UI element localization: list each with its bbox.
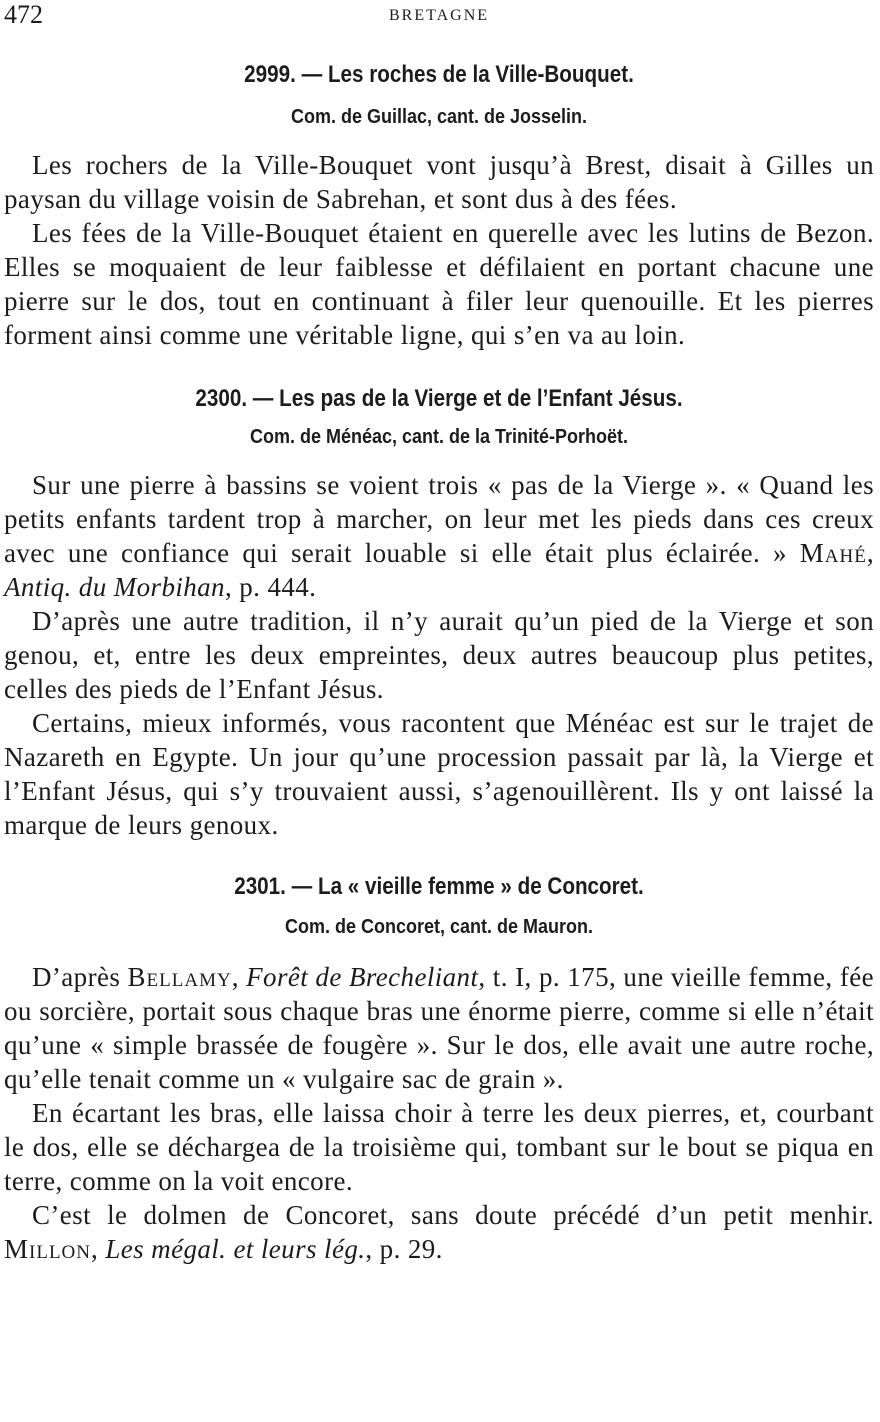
citation-page: , p. 29. [365,1234,443,1264]
running-head [4,0,874,30]
entry-location: Com. de Concoret, cant. de Mauron. [284,916,594,938]
citation-author: Millon [4,1234,91,1264]
entry-2301 [4,872,874,1266]
citation-author: Bellamy [127,962,232,992]
paragraph-text: Sur une pierre à bassins se voient trois « pas de la Vierge ». « Quand les petits enfants tardent trop à marcher, on leur met les pieds dans ces creux avec une confiance qui serait louable si elle était plus éclairée. » [4,470,874,568]
paragraph: Les rochers de la Ville-Bouquet vont jusqu’à Brest, disait à Gilles un paysan du village voisin de Sabrehan, et sont dus à des fées. [4,150,874,214]
paragraph: Les fées de la Ville-Bouquet étaient en querelle avec les lutins de Bezon. Elles se moquaient de leur faiblesse et défilaient en portant chacune une pierre sur le dos, tout en continuant à filer leur quenouille. Et les pierres forment ainsi comme une véritable ligne, qui s’en va au loin. [4,218,874,350]
entry-body [4,148,874,352]
entry-body [4,960,874,1266]
paragraph [4,960,874,1096]
paragraph: Certains, mieux informés, vous racontent que Ménéac est sur le trajet de Nazareth en Egypte. Un jour qu’une procession passait par là, la Vierge et l’Enfant Jésus, qui s’y trouvaient aussi, s’agenouillèrent. Ils y ont laissé la marque de leurs genoux. [4,708,874,840]
citation-separator: , [231,962,247,992]
citation-author: Mahé [799,538,867,568]
entry-2300 [4,384,874,842]
entry-2999 [4,60,874,352]
entry-location: Com. de Ménéac, cant. de la Trinité-Porhoët. [249,426,629,448]
entry-title: 2301. — La « vieille femme » de Concoret. [234,873,644,900]
running-title: BRETAGNE [388,7,490,24]
paragraph: D’après une autre tradition, il n’y aurait qu’un pied de la Vierge et son genou, et, entre les deux empreintes, deux autres beaucoup plus petites, celles des pieds de l’Enfant Jésus. [4,606,874,704]
paragraph [4,468,874,604]
citation-work: Antiq. du Morbihan [4,572,225,602]
citation-work: Les mégal. et leurs lég. [105,1234,366,1264]
paragraph: En écartant les bras, elle laissa choir à terre les deux pierres, et, courbant le dos, elle se déchargea de la troisième qui, tombant sur le bout se piqua en terre, comme on la voit encore. [4,1098,874,1196]
paragraph-text: , t. I, p. 175, une vieille femme, fée ou sorcière, portait sous chaque bras une énorme pierre, comme si elle n’était qu’une « simple brassée de fougère ». Sur le dos, elle avait une autre roche, qu’elle tenait comme un « vulgaire sac de grain ». [4,962,874,1094]
page-number: 472 [4,0,43,29]
entry-body [4,468,874,842]
entry-title: 2300. — Les pas de la Vierge et de l’Enfant Jésus. [195,385,683,412]
citation-separator: , [866,538,874,568]
paragraph-text: D’après [32,962,128,992]
entry-location: Com. de Guillac, cant. de Josselin. [290,106,588,128]
entry-title: 2999. — Les roches de la Ville-Bouquet. [244,61,634,88]
citation-separator: , [91,1234,106,1264]
citation-work: Forêt de Brecheliant [246,962,479,992]
paragraph [4,1198,874,1266]
paragraph-text: C’est le dolmen de Concoret, sans doute précédé d’un petit menhir. [32,1200,874,1230]
citation-page: , p. 444. [224,572,317,602]
